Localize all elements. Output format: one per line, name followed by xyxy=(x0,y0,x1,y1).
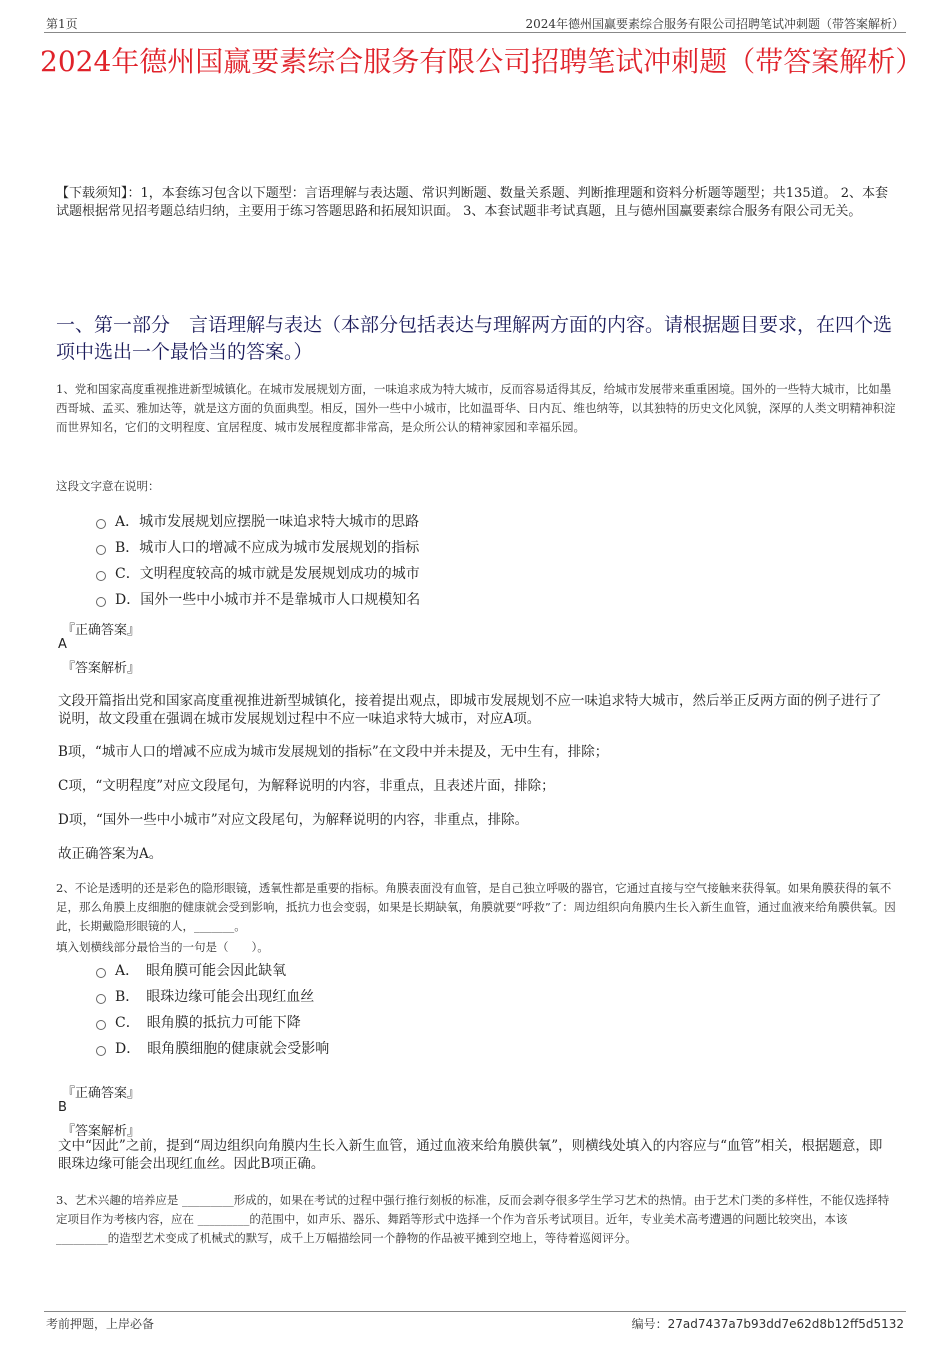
question-1-analysis-main: 文段开篇指出党和国家高度重视推进新型城镇化，接着提出观点，即城市发展规划不应一味追求特大城市，然后举正反两方面的例子进行了说明，故文段重在强调在城市发展规划过程中不应一味追求特大城市，对应A项。 xyxy=(58,693,882,727)
question-2-answer: B xyxy=(58,1100,67,1115)
radio-icon[interactable] xyxy=(96,1046,106,1056)
option-label: B． 眼珠边缘可能会出现红血丝 xyxy=(115,989,315,1005)
section-heading: 一、第一部分 言语理解与表达（本部分包括表达与理解两方面的内容。请根据题目要求，在四个选项中选出一个最恰当的答案。） xyxy=(56,314,893,363)
question-2-option-d[interactable] xyxy=(96,1036,329,1062)
code-label: 编号： xyxy=(631,1317,668,1331)
question-1-text: 1、党和国家高度重视推进新型城镇化。在城市发展规划方面，一味追求成为特大城市，反而容易适得其反，给城市发展带来重重困境。国外的一些特大城市，比如墨西哥城、孟买、雅加达等，就是这方面的负面典型。相反，国外一些中小城市，比如温哥华、日内瓦、维也纳等，以其独特的历史文化风貌，深厚的人类文明精神积淀而世界知名，它们的文明程度、宜居程度、城市发展程度都非常高，是众所公认的精神家园和幸福乐园。 xyxy=(56,382,896,434)
option-label: A． 眼角膜可能会因此缺氧 xyxy=(115,963,287,979)
document-title: 2024年德州国赢要素综合服务有限公司招聘笔试冲刺题（带答案解析） xyxy=(40,45,924,78)
question-3-text: 3、艺术兴趣的培养应是 _________形成的，如果在考试的过程中强行推行刻板的标准，反而会剥夺很多学生学习艺术的热情。由于艺术门类的多样性，不能仅选择特定项目作为考核内容，应在 _________的范围中，如声乐、器乐、舞蹈等形式中选择一个作为音乐考试项目。近年，专业美术高考遭遇的问题比较突出，本该 _________的造型艺术变成了机械式的默写，成千上万幅描绘同一个静物的作品被平摊到空地上，等待着巡阅评分。 xyxy=(56,1193,890,1245)
question-1-option-c[interactable] xyxy=(96,561,420,587)
question-1-analysis-d: D项，“国外一些中小城市”对应文段尾句，为解释说明的内容，非重点，排除。 xyxy=(58,812,529,828)
question-2-option-a[interactable] xyxy=(96,958,329,984)
code-value: 27ad7437a7b93dd7e62d8b12ff5d5132 xyxy=(667,1317,904,1331)
question-1-option-d[interactable] xyxy=(96,587,420,613)
question-1-option-a[interactable] xyxy=(96,509,420,535)
question-2-options xyxy=(96,958,329,1062)
question-1-conclusion: 故正确答案为A。 xyxy=(58,846,163,862)
question-1-options xyxy=(96,509,420,613)
question-1-answer-tag: 『正确答案』 xyxy=(62,623,141,638)
page-header xyxy=(44,12,906,33)
question-2-analysis-tag: 『答案解析』 xyxy=(62,1124,141,1139)
question-1-answer: A xyxy=(58,637,67,652)
question-1-analysis-b: B项，“城市人口的增减不应成为城市发展规划的指标”在文段中并未提及，无中生有，排除； xyxy=(58,744,609,760)
radio-icon[interactable] xyxy=(96,519,106,529)
radio-icon[interactable] xyxy=(96,597,106,607)
question-2-answer-tag: 『正确答案』 xyxy=(62,1086,141,1101)
question-2-option-c[interactable] xyxy=(96,1010,329,1036)
question-2-prompt: 填入划横线部分最恰当的一句是（ ）。 xyxy=(56,940,269,954)
radio-icon[interactable] xyxy=(96,1020,106,1030)
document-code xyxy=(632,1315,904,1332)
radio-icon[interactable] xyxy=(96,545,106,555)
question-1-prompt: 这段文字意在说明： xyxy=(56,479,160,493)
option-label: A．城市发展规划应摆脱一味追求特大城市的思路 xyxy=(115,514,420,530)
question-1-analysis-c: C项，“文明程度”对应文段尾句，为解释说明的内容，非重点，且表述片面，排除； xyxy=(58,778,555,794)
question-2-option-b[interactable] xyxy=(96,984,329,1010)
footer-slogan: 考前押题，上岸必备 xyxy=(46,1317,155,1331)
header-doc-title: 2024年德州国赢要素综合服务有限公司招聘笔试冲刺题（带答案解析） xyxy=(525,17,904,31)
option-label: C．文明程度较高的城市就是发展规划成功的城市 xyxy=(115,566,420,582)
option-label: C． 眼角膜的抵抗力可能下降 xyxy=(115,1015,301,1031)
radio-icon[interactable] xyxy=(96,994,106,1004)
page-footer xyxy=(44,1311,906,1334)
radio-icon[interactable] xyxy=(96,571,106,581)
download-notice: 【下载须知】：1，本套练习包含以下题型：言语理解与表达题、常识判断题、数量关系题、判断推理题和资料分析题等题型；共135道。 2、本套试题根据常见招考题总结归纳，主要用于练习答题思路和拓展知识面。 3、本套试题非考试真题，且与德州国赢要素综合服务有限公司无关。 xyxy=(56,186,888,219)
question-2-text: 2、不论是透明的还是彩色的隐形眼镜，透氧性都是重要的指标。角膜表面没有血管，是自己独立呼吸的器官，它通过直接与空气接触来获得氧。如果角膜获得的氧不足，那么角膜上皮细胞的健康就会受到影响，抵抗力也会变弱，如果是长期缺氧，角膜就要“呼救”了：周边组织向角膜内生长入新生血管，通过血液来给角膜供氧。因此，长期戴隐形眼镜的人，_______。 xyxy=(56,881,896,933)
question-1-option-b[interactable] xyxy=(96,535,420,561)
option-label: D．国外一些中小城市并不是靠城市人口规模知名 xyxy=(115,592,421,608)
radio-icon[interactable] xyxy=(96,968,106,978)
option-label: D． 眼角膜细胞的健康就会受影响 xyxy=(115,1041,330,1057)
question-1-analysis-tag: 『答案解析』 xyxy=(62,661,141,676)
option-label: B．城市人口的增减不应成为城市发展规划的指标 xyxy=(115,540,420,556)
page-number: 第1页 xyxy=(46,17,78,31)
question-2-analysis: 文中“因此”之前，提到“周边组织向角膜内生长入新生血管，通过血液来给角膜供氧”，则横线处填入的内容应与“血管”相关，根据题意，即眼珠边缘可能会出现红血丝。因此B项正确。 xyxy=(58,1138,883,1172)
